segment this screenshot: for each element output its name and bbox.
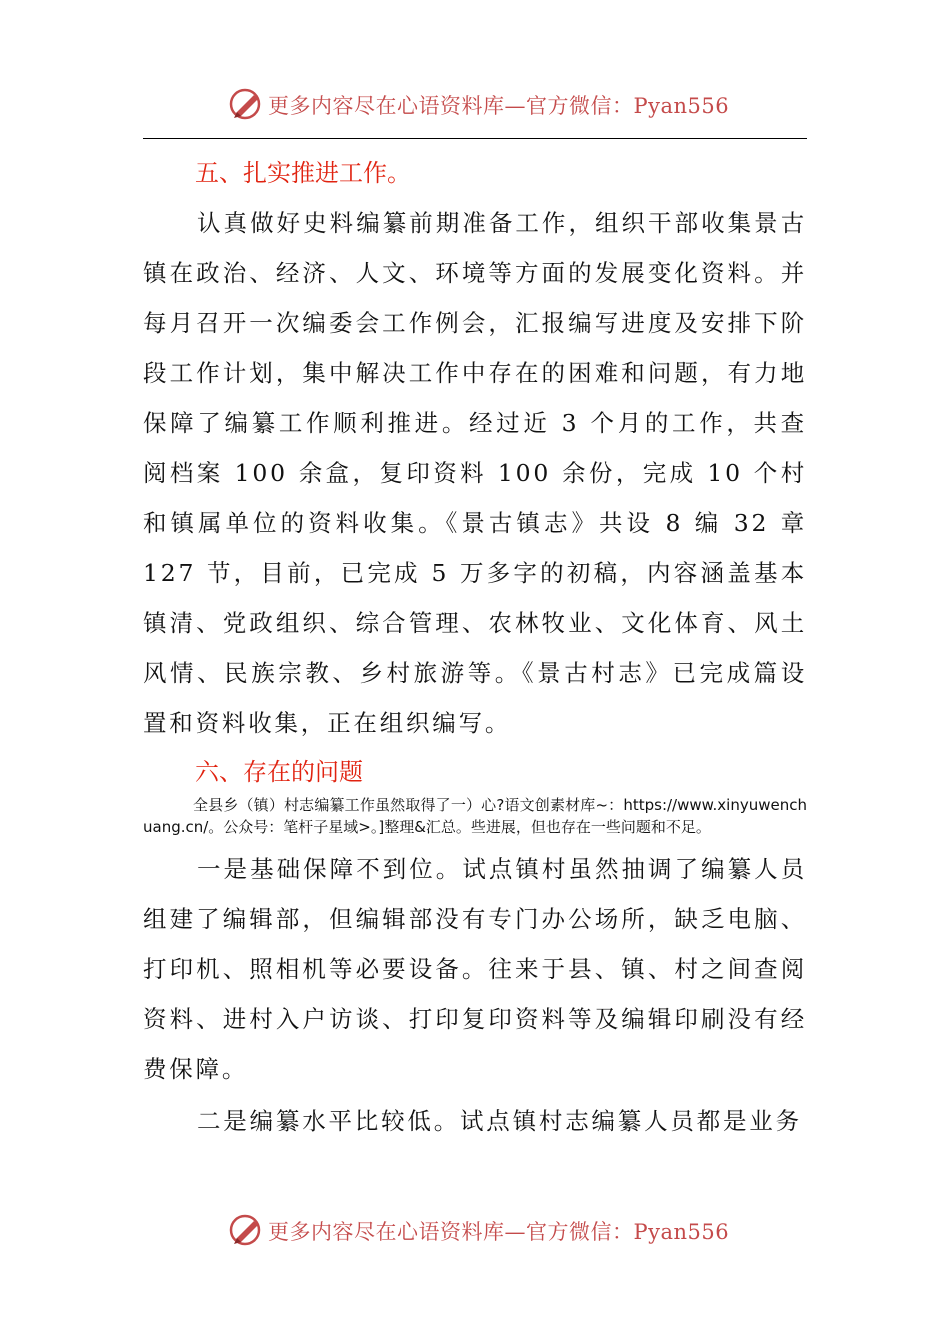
header-rule: [143, 138, 807, 139]
section-six-heading: 六、存在的问题: [195, 758, 363, 786]
document-body: [143, 148, 807, 1146]
pen-logo-icon: [228, 1212, 264, 1248]
section-five-paragraph: 认真做好史料编纂前期准备工作，组织干部收集景古镇在政治、经济、人文、环境等方面的发展变化资料。并每月召开一次编委会工作例会，汇报编写进度及安排下阶段工作计划，集中解决工作中存在的困难和问题，有力地保障了编纂工作顺利推进。经过近 3 个月的工作，共查阅档案 100 余盒，复印资料 100 余份，完成 10 个村和镇属单位的资料收集。《景古镇志》共设 8 编 32 章 127 节，目前，已完成 5 万多字的初稿，内容涵盖基本镇清、党政组织、综合管理、农林牧业、文化体育、风土风情、民族宗教、乡村旅游等。《景古村志》已完成篇设置和资料收集，正在组织编写。: [143, 209, 807, 737]
pen-logo-icon: [228, 86, 264, 122]
footer-watermark: [0, 1210, 950, 1250]
problem-one-paragraph: 一是基础保障不到位。试点镇村虽然抽调了编纂人员组建了编辑部，但编辑部没有专门办公场所，缺乏电脑、打印机、照相机等必要设备。往来于县、镇、村之间查阅资料、进村入户访谈、打印复印资料等及编辑印刷没有经费保障。: [143, 855, 807, 1083]
section-five-heading: 五、扎实推进工作。: [195, 159, 411, 187]
watermark-text: 更多内容尽在心语资料库—官方微信：Pyan556: [268, 94, 730, 118]
section-six-intro: 全县乡（镇）村志编纂工作虽然取得了一）心?语文创素材库~：https://www.xinyuwenchuang.cn/。公众号：笔杆子星域>。]整理&汇总。些进展，但也存在一些问题和不足。: [143, 796, 807, 836]
watermark-text: 更多内容尽在心语资料库—官方微信：Pyan556: [268, 1220, 730, 1244]
problem-two-paragraph: 二是编纂水平比较低。试点镇村志编纂人员都是业务: [197, 1107, 802, 1135]
header-watermark: [0, 84, 950, 124]
